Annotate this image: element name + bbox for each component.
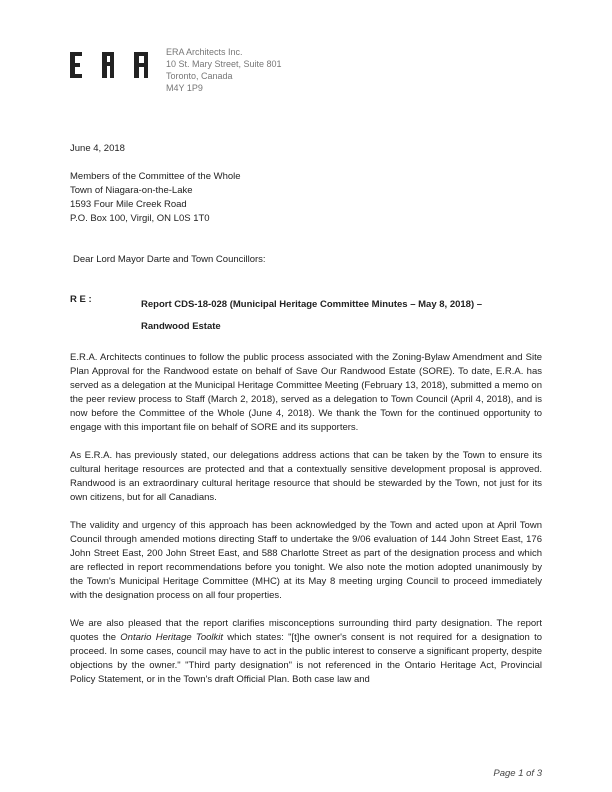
body-paragraph: E.R.A. Architects continues to follow the public process associated with the Zoning-Bylaw Amendment and Site Plan Approval for the Randwood estate on behalf of Save Our Randwood Estate (SORE). To date, E.R.A. has served as a delegation at the Municipal Heritage Committee Meeting (February 13, 2018), submitted a memo on the peer review process to Staff (March 2, 2018), served as a delegation to Town Council (April 4, 2018), and is now before the Committee of the Whole (June 4, 2018). We thank the Town for the continued opportunity to engage with this important file on behalf of SORE and its supporters.	[70, 352, 542, 433]
address-line: ERA Architects Inc.	[166, 47, 243, 57]
letterhead-address	[166, 46, 282, 94]
address-line: M4Y 1P9	[166, 83, 203, 93]
re-title	[141, 294, 541, 338]
recipient-line: P.O. Box 100, Virgil, ON L0S 1T0	[70, 213, 210, 224]
salutation: Dear Lord Mayor Darte and Town Councillors:	[73, 254, 266, 265]
body-paragraph: As E.R.A. has previously stated, our delegations address actions that can be taken by the Town to ensure its cultural heritage resources are protected and that a contextually sensitive development proposal is approved. Randwood is an extraordinary cultural heritage resource that should be stewarded by the Town, not just for its own citizens, but for all Canadians.	[70, 450, 542, 503]
letter-body	[70, 351, 542, 701]
re-label: R E :	[70, 294, 92, 305]
recipient-line: Town of Niagara-on-the-Lake	[70, 185, 193, 196]
recipient-block	[70, 170, 241, 226]
toolkit-title: Ontario Heritage Toolkit	[120, 632, 224, 643]
paragraph-text: We are also pleased that the report clarifies misconceptions surrounding third party designation. The report quotes the	[70, 618, 542, 643]
body-paragraph	[70, 617, 542, 687]
paragraph-text: which states: "[t]he owner's consent is not required for a designation to proceed. In some cases, council may have to act in the public interest to conserve a significant property, despite objections by the owner." "Third party designation" is not referenced in the Ontario Heritage Act, Provincial Policy Statement, or in the Town's draft Official Plan. Both case law and	[70, 632, 543, 685]
recipient-line: 1593 Four Mile Creek Road	[70, 199, 187, 210]
era-logo-mark	[70, 46, 154, 94]
body-paragraph: The validity and urgency of this approach has been acknowledged by the Town and acted upon at April Town Council through amended motions directing Staff to undertake the 9/06 evaluation of 144 John Street East, 176 John Street East, 200 John Street East, and 588 Charlotte Street as part of the designation process and which are reflected in report recommendations before you tonight. We also note the motion adopted unanimously by the Town's Municipal Heritage Committee (MHC) at its May 8 meeting urging Council to proceed immediately with the designation process on all four properties.	[70, 520, 542, 601]
page-number: Page 1 of 3	[493, 768, 542, 779]
re-title-line: Report CDS-18-028 (Municipal Heritage Committee Minutes – May 8, 2018) –	[141, 299, 483, 310]
re-title-line: Randwood Estate	[141, 321, 221, 332]
recipient-line: Members of the Committee of the Whole	[70, 171, 241, 182]
address-line: Toronto, Canada	[166, 71, 233, 81]
letter-date: June 4, 2018	[70, 143, 125, 154]
address-line: 10 St. Mary Street, Suite 801	[166, 59, 282, 69]
era-logo	[70, 46, 154, 94]
